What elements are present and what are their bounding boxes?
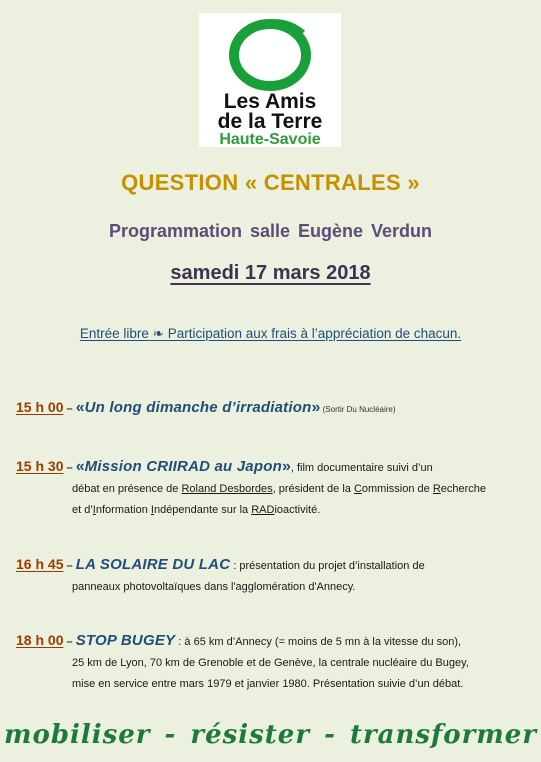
event-title: Mission CRIIRAD au Japon	[84, 458, 282, 475]
program-item	[16, 456, 526, 521]
desc-text: ommission de	[361, 483, 433, 495]
event-date	[0, 262, 541, 285]
entry-info	[0, 326, 541, 342]
desc-text: débat en présence de	[72, 483, 182, 495]
event-description-line	[16, 500, 526, 521]
entry-free-text: Entrée libre	[79, 326, 149, 341]
desc-text: nformation	[95, 504, 151, 516]
quote-open: «	[75, 399, 85, 416]
event-date-text: samedi 17 mars 2018	[170, 262, 371, 284]
event-time: 15 h 00	[16, 399, 64, 415]
event-source: (Sortir Du Nucléaire)	[320, 405, 396, 414]
dash: –	[63, 462, 76, 474]
program-item-line	[16, 554, 526, 577]
page-title: QUESTION « CENTRALES »	[121, 170, 420, 195]
program-item-line	[16, 456, 526, 479]
acronym-letter: R	[432, 483, 441, 495]
event-time: 18 h 00	[16, 632, 64, 648]
dash: –	[63, 403, 76, 415]
quote-open: «	[75, 458, 85, 475]
leaf-separator-icon: ❧	[152, 326, 164, 341]
person-name: Roland Desbordes	[181, 483, 273, 495]
event-title: LA SOLAIRE DU LAC	[75, 556, 231, 573]
event-description-line	[16, 479, 526, 500]
event-title: STOP BUGEY	[75, 632, 176, 649]
subtitle: Programmation salle Eugène Verdun	[108, 221, 433, 241]
program-item	[16, 630, 526, 695]
event-description: : présentation du projet d’installation de	[230, 560, 425, 572]
desc-text: , président de la	[272, 483, 354, 495]
dash: –	[63, 636, 76, 648]
event-description-line: panneaux photovoltaïques dans l'agglomération d'Annecy.	[72, 581, 356, 593]
logo-text-line1: Les Amis	[223, 90, 317, 113]
acronym-letter: C	[353, 483, 362, 495]
desc-text: ioactivité.	[274, 504, 321, 516]
desc-text: ndépendante sur la	[153, 504, 252, 516]
logo-text-line3: Haute-Savoie	[219, 131, 321, 148]
footer-slogan: mobiliser - résister - transformer	[3, 720, 538, 750]
quote-close: »	[311, 399, 321, 416]
program-item-line	[16, 630, 526, 653]
event-description-line: mise en service entre mars 1979 et janvier 1980. Présentation suivie d’un débat.	[72, 678, 464, 690]
program-item	[16, 397, 526, 420]
program-item-line	[16, 397, 526, 420]
event-time: 16 h 45	[16, 556, 64, 572]
desc-text: et d’	[72, 504, 93, 516]
desc-text: echerche	[440, 483, 487, 495]
green-ring-icon	[225, 17, 315, 93]
acronym-letter: RAD	[251, 504, 275, 516]
entry-fee-text: Participation aux frais à l’appréciation de chacun.	[167, 326, 462, 341]
event-description-line: 25 km de Lyon, 70 km de Grenoble et de Genève, la centrale nucléaire du Bugey,	[72, 657, 469, 669]
acronym-letter: I	[150, 504, 154, 516]
logo	[199, 13, 341, 147]
program-item	[16, 554, 526, 598]
event-time: 15 h 30	[16, 458, 64, 474]
logo-text-line2: de la Terre	[217, 110, 323, 133]
event-title: Un long dimanche d’irradiation	[84, 399, 312, 416]
quote-close: »	[281, 458, 291, 475]
acronym-letter: I	[92, 504, 96, 516]
event-description: , film documentaire suivi d’un	[290, 462, 433, 474]
event-description: : à 65 km d’Annecy (= moins de 5 mn à la vitesse du son),	[175, 636, 462, 648]
dash: –	[63, 560, 76, 572]
